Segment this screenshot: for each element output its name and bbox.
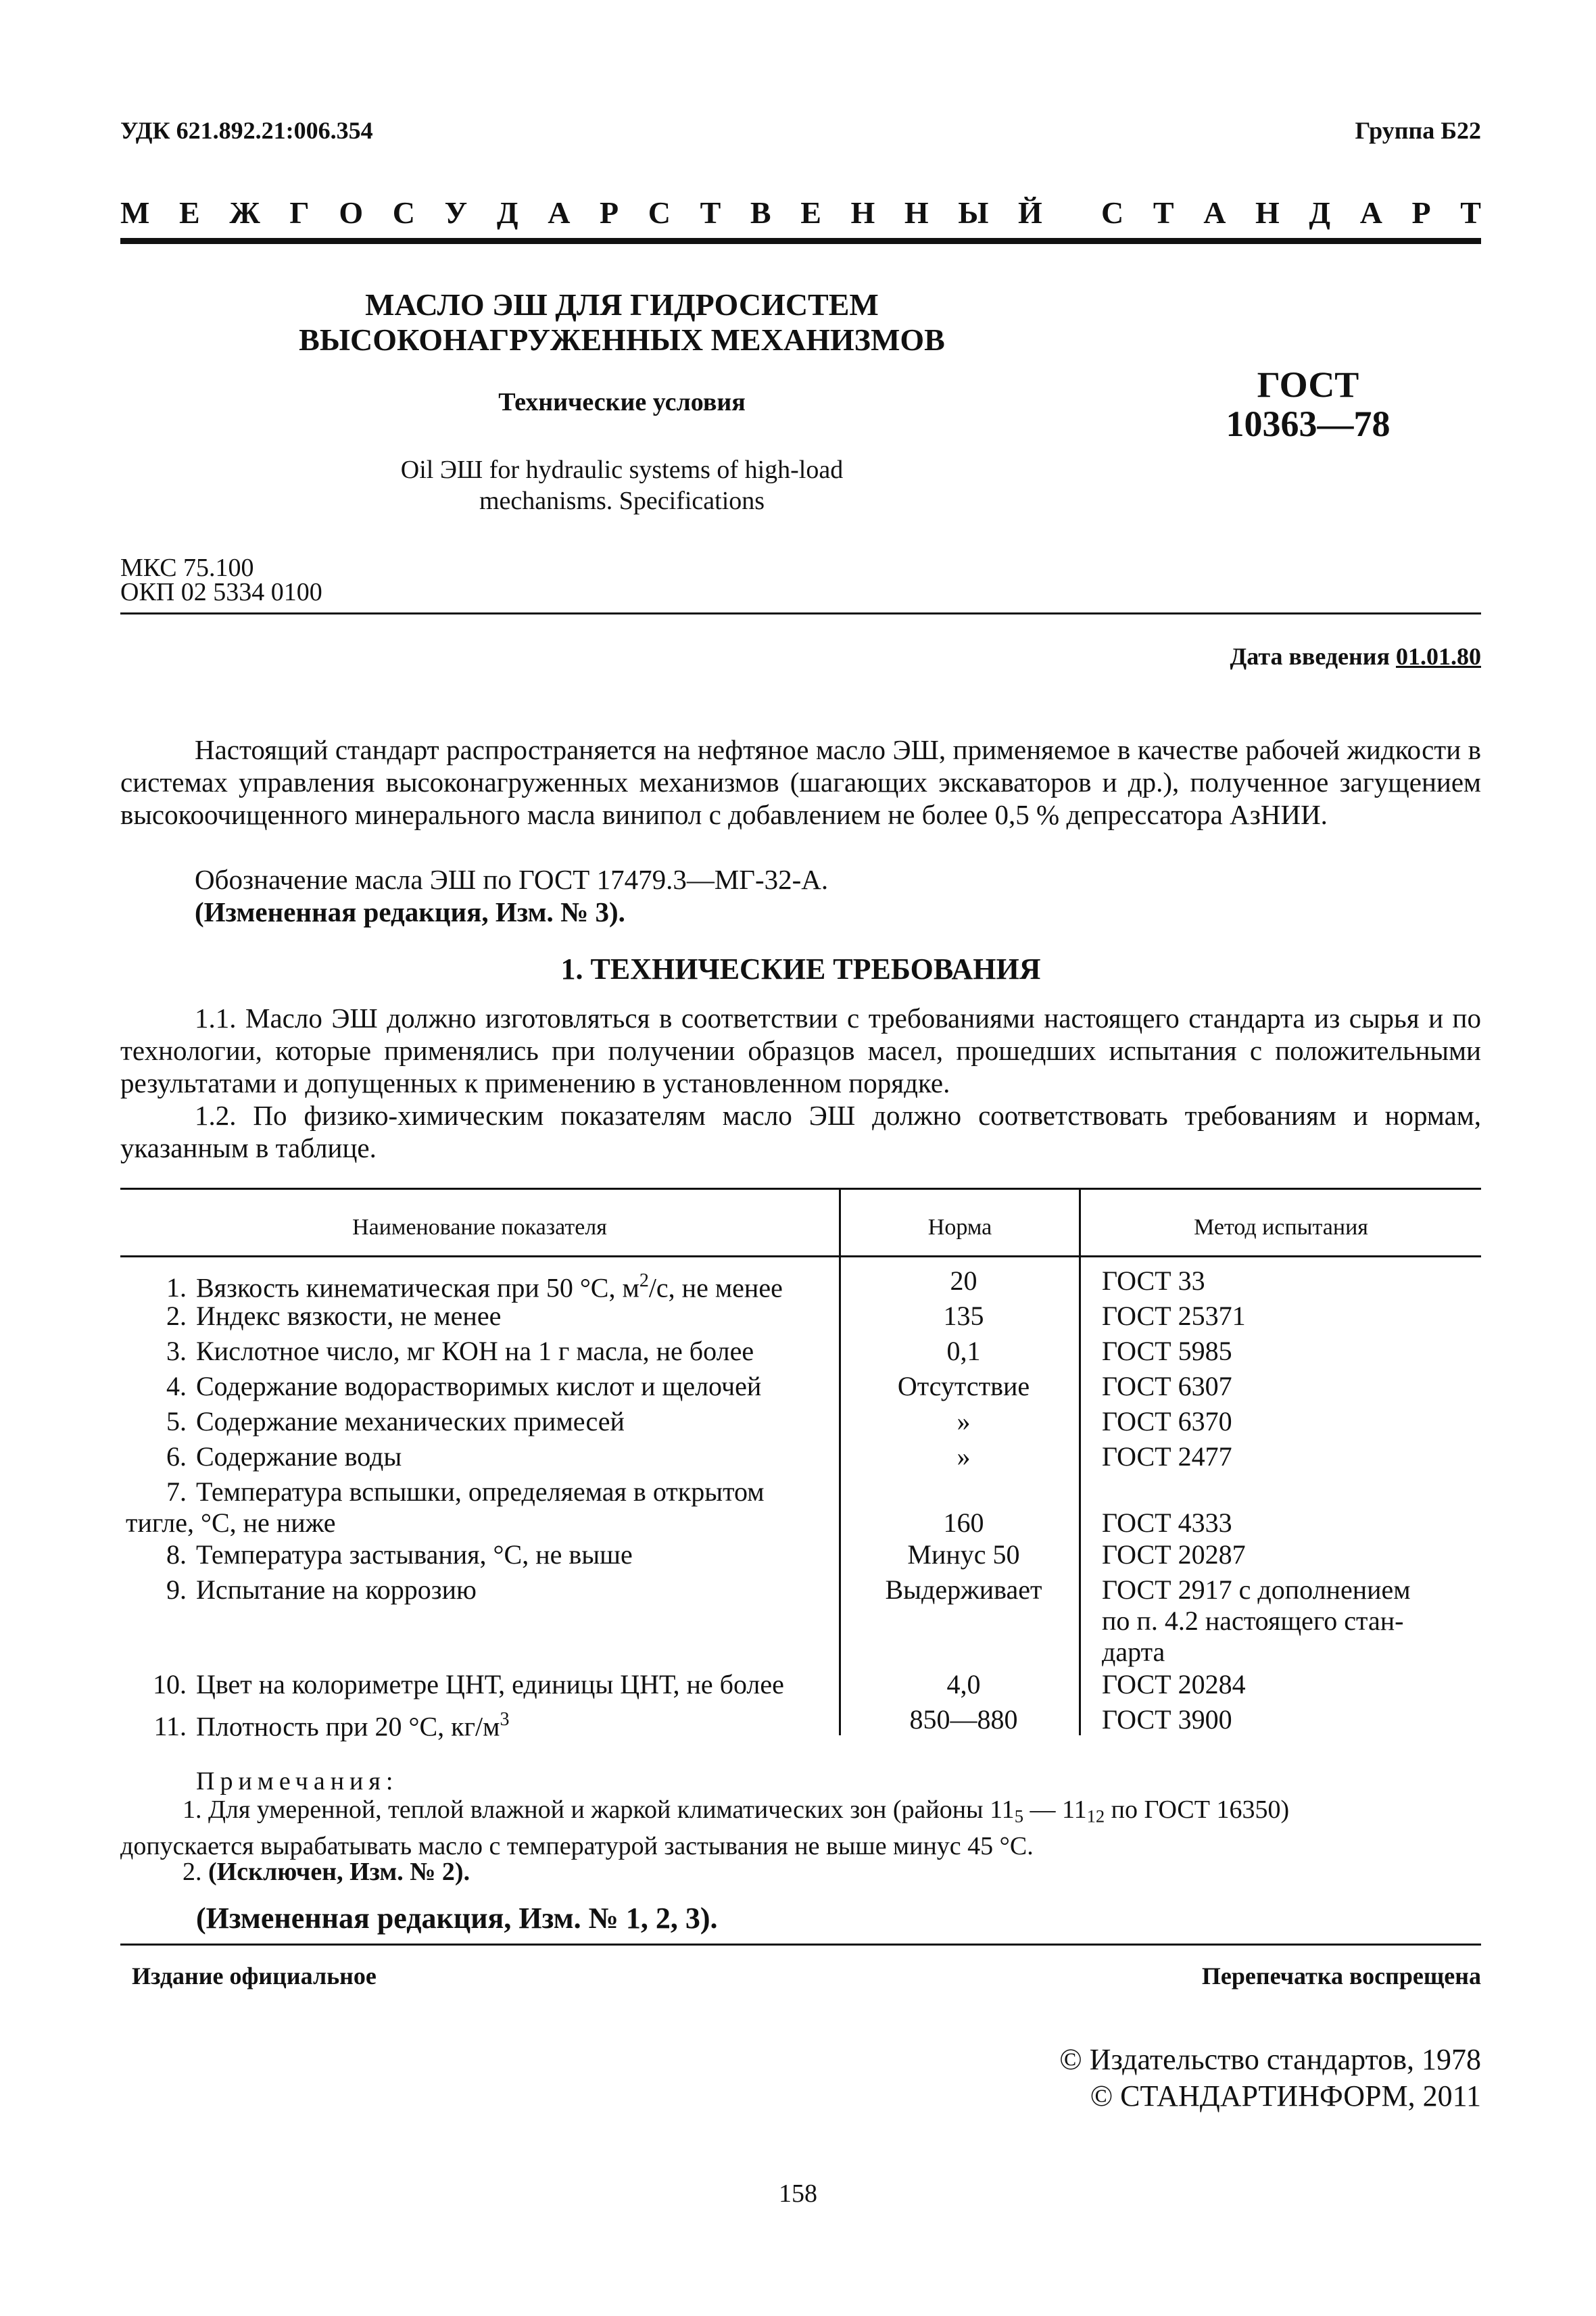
heading-letter: Е <box>179 195 200 230</box>
document-subtitle: Технические условия <box>498 388 746 416</box>
cell-method <box>1102 1441 1477 1472</box>
heading-letter: Н <box>850 195 875 230</box>
cell-method <box>1102 1507 1477 1539</box>
row-number: 4. <box>166 1371 187 1401</box>
heading-letter: Т <box>700 195 721 230</box>
cell-norm: 20 <box>950 1265 977 1296</box>
heading-letter: У <box>444 195 468 230</box>
cell-norm: Выдерживает <box>885 1574 1042 1605</box>
heading-letter: А <box>1203 195 1226 230</box>
method-text-line-2: по п. 4.2 настоящего стан- <box>1102 1606 1404 1636</box>
heading-letter: Ы <box>958 195 989 230</box>
note-1-subscript-1: 5 <box>1014 1806 1023 1827</box>
method-text: ГОСТ 33 <box>1102 1265 1205 1296</box>
official-edition-label: Издание официальное <box>132 1962 377 1989</box>
indicator-text: Цвет на колориметре ЦНТ, единицы ЦНТ, не более <box>196 1669 784 1699</box>
indicator-superscript: 2 <box>639 1270 649 1291</box>
row-number: 5. <box>166 1406 187 1437</box>
method-text: ГОСТ 5985 <box>1102 1336 1232 1366</box>
cell-indicator <box>126 1301 839 1332</box>
cell-norm: » <box>957 1441 971 1472</box>
heading-letter: С <box>392 195 415 230</box>
heading-letter: Г <box>289 195 310 230</box>
title-line-1: МАСЛО ЭШ ДЛЯ ГИДРОСИСТЕМ <box>365 287 879 322</box>
indicator-text-tail: /с, не менее <box>648 1272 783 1303</box>
heading-letter: Ж <box>229 195 260 230</box>
indicator-text: Содержание водорастворимых кислот и щелочей <box>196 1371 762 1401</box>
cell-norm: 0,1 <box>946 1336 981 1366</box>
cell-indicator <box>126 1265 839 1303</box>
codes-rule <box>120 612 1481 614</box>
copyright-block <box>1059 2042 1481 2115</box>
cell-indicator <box>126 1441 839 1472</box>
method-text: ГОСТ 2917 с дополнением <box>1102 1574 1411 1605</box>
indicator-text: Вязкость кинематическая при 50 °С, м <box>196 1272 639 1303</box>
indicator-text: Плотность при 20 °С, кг/м <box>196 1711 500 1742</box>
cell-method <box>1102 1574 1477 1668</box>
row-number: 6. <box>166 1441 187 1472</box>
heading-letter: Т <box>1153 195 1174 230</box>
row-number: 1. <box>166 1272 187 1303</box>
method-text: ГОСТ 3900 <box>1102 1704 1232 1735</box>
note-1-part-a: 1. Для умеренной, теплой влажной и жаркой климатических зон (районы 11 <box>183 1795 1015 1824</box>
english-title-line-2: mechanisms. Specifications <box>479 487 765 515</box>
note-1-part-c: по ГОСТ 16350) <box>1105 1795 1290 1824</box>
gost-number: 10363—78 <box>1226 404 1391 444</box>
indicator-text: Содержание воды <box>196 1441 402 1472</box>
cell-norm: 135 <box>943 1301 984 1331</box>
gost-designation <box>1210 365 1406 443</box>
heading-letter: Т <box>1460 195 1481 230</box>
date-value: 01.01.80 <box>1396 643 1481 670</box>
title-line-2: ВЫСОКОНАГРУЖЕННЫХ МЕХАНИЗМОВ <box>299 322 945 357</box>
heading-letter: С <box>648 195 671 230</box>
indicator-text-line-2: тигле, °С, не ниже <box>126 1507 336 1538</box>
heading-letter: Р <box>600 195 619 230</box>
indicator-text: Индекс вязкости, не менее <box>196 1301 502 1331</box>
heading-letter: Д <box>1309 195 1331 230</box>
method-text: ГОСТ 20284 <box>1102 1669 1246 1699</box>
row-number: 8. <box>166 1539 187 1570</box>
classification-codes <box>120 556 322 604</box>
indicator-text: Температура вспышки, определяемая в открытом <box>196 1476 765 1507</box>
method-text: ГОСТ 4333 <box>1102 1507 1232 1538</box>
page-number: 158 <box>779 2179 817 2208</box>
row-number: 10. <box>153 1669 187 1699</box>
no-reprint-label: Перепечатка воспрещена <box>1201 1962 1481 1989</box>
cell-method <box>1102 1301 1477 1332</box>
cell-indicator <box>126 1406 839 1437</box>
mks-code: МКС 75.100 <box>120 554 254 582</box>
note-2-text: (Исключен, Изм. № 2). <box>208 1858 470 1886</box>
table-header-rule <box>120 1255 1481 1257</box>
revision-note: (Измененная редакция, Изм. № 3). <box>195 896 625 927</box>
method-text: ГОСТ 6307 <box>1102 1371 1232 1401</box>
cell-indicator <box>126 1704 839 1742</box>
heading-letter: Н <box>904 195 929 230</box>
row-number: 3. <box>166 1336 187 1366</box>
heading-letter: Н <box>1255 195 1280 230</box>
row-number: 2. <box>166 1301 187 1331</box>
heading-letter: С <box>1101 195 1124 230</box>
cell-indicator <box>126 1669 839 1700</box>
indicator-text: Испытание на коррозию <box>196 1574 477 1605</box>
method-text: ГОСТ 6370 <box>1102 1406 1232 1437</box>
english-title <box>257 454 987 516</box>
document-title <box>257 287 987 358</box>
footer-rule <box>120 1944 1481 1946</box>
designation-paragraph: Обозначение масла ЭШ по ГОСТ 17479.3—МГ-32-А. <box>195 864 829 895</box>
notes-heading: Примечания: <box>196 1767 399 1795</box>
indicator-superscript: 3 <box>500 1709 510 1730</box>
introduction-date <box>1230 642 1482 671</box>
row-number: 7. <box>166 1476 187 1507</box>
row-number: 11. <box>153 1711 187 1742</box>
date-label: Дата введения <box>1230 643 1390 670</box>
header-indicator: Наименование показателя <box>352 1215 607 1240</box>
cell-norm: 160 <box>943 1507 984 1538</box>
note-1-subscript-2: 12 <box>1086 1806 1105 1827</box>
table-column-divider <box>839 1188 841 1735</box>
header-method: Метод испытания <box>1194 1215 1368 1240</box>
row-number: 9. <box>166 1574 187 1605</box>
gost-label: ГОСТ <box>1257 364 1359 405</box>
okp-code: ОКП 02 5334 0100 <box>120 578 322 606</box>
note-2-number: 2. <box>183 1858 202 1886</box>
indicator-text: Содержание механических примесей <box>196 1406 625 1437</box>
intro-paragraph: Настоящий стандарт распространяется на нефтяное масло ЭШ, применяемое в качестве рабочей жидкости в системах управления высоконагруженных механизмов (шагающих экскаваторов и др.), полученное загущением высокоочищенного минерального масла винипол с добавлением не более 0,5 % депрессатора АзНИИ. <box>120 734 1481 830</box>
paragraph-1-1: 1.1. Масло ЭШ должно изготовляться в соответствии с требованиями настоящего стандарта из сырья и по технологии, которые применялись при получении образцов масел, прошедших испытания с положительными результатами и допущенных к применению в установленном порядке. <box>120 1003 1481 1099</box>
heading-letter: М <box>120 195 150 230</box>
cell-method <box>1102 1669 1477 1700</box>
cell-method <box>1102 1539 1477 1570</box>
heading-letter: Е <box>800 195 821 230</box>
heading-letter: В <box>750 195 771 230</box>
heading-letter: Д <box>496 195 518 230</box>
cell-indicator <box>126 1371 839 1402</box>
cell-norm: » <box>957 1406 971 1437</box>
note-1 <box>120 1795 1481 1861</box>
header-norm: Норма <box>927 1215 992 1240</box>
cell-norm: 850—880 <box>909 1704 1018 1735</box>
heading-rule <box>120 238 1481 244</box>
cell-indicator <box>126 1476 839 1539</box>
cell-indicator <box>126 1539 839 1570</box>
heading-letter: Р <box>1411 195 1431 230</box>
method-text: ГОСТ 20287 <box>1102 1539 1246 1570</box>
heading-letter: А <box>1359 195 1382 230</box>
heading-letter: О <box>339 195 364 230</box>
cell-indicator <box>126 1336 839 1367</box>
revision-note-table: (Измененная редакция, Изм. № 1, 2, 3). <box>196 1902 718 1935</box>
standard-type-heading <box>120 195 1481 231</box>
heading-letter: Й <box>1018 195 1042 230</box>
cell-method <box>1102 1406 1477 1437</box>
cell-norm: 4,0 <box>946 1669 981 1699</box>
english-title-line-1: Oil ЭШ for hydraulic systems of high-load <box>400 456 844 484</box>
cell-indicator <box>126 1574 839 1606</box>
method-text: ГОСТ 25371 <box>1102 1301 1246 1331</box>
copyright-line-1: © Издательство стандартов, 1978 <box>1059 2043 1481 2076</box>
note-2 <box>120 1856 1543 1888</box>
table-top-rule <box>120 1188 1481 1190</box>
group-code: Группа Б22 <box>1355 117 1481 144</box>
copyright-line-2: © СТАНДАРТИНФОРМ, 2011 <box>1090 2079 1481 2113</box>
cell-method <box>1102 1336 1477 1367</box>
note-1-part-b: — 11 <box>1023 1795 1087 1824</box>
cell-method <box>1102 1371 1477 1402</box>
cell-method <box>1102 1265 1477 1297</box>
cell-method <box>1102 1704 1477 1735</box>
cell-norm: Минус 50 <box>907 1539 1020 1570</box>
indicator-text: Температура застывания, °С, не выше <box>196 1539 633 1570</box>
method-text-line-3: дарта <box>1102 1637 1165 1667</box>
udk-code: УДК 621.892.21:006.354 <box>120 117 373 144</box>
method-text: ГОСТ 2477 <box>1102 1441 1232 1472</box>
section-title: 1. ТЕХНИЧЕСКИЕ ТРЕБОВАНИЯ <box>560 952 1041 986</box>
note-1-line-2: допускается вырабатывать масло с температурой застывания не выше минус 45 °С. <box>120 1831 1034 1860</box>
heading-letter: А <box>548 195 571 230</box>
indicator-text: Кислотное число, мг КОН на 1 г масла, не более <box>196 1336 754 1366</box>
cell-norm: Отсутствие <box>897 1371 1030 1401</box>
paragraph-1-2: 1.2. По физико-химическим показателям масло ЭШ должно соответствовать требованиям и нормам, указанным в таблице. <box>120 1100 1481 1163</box>
